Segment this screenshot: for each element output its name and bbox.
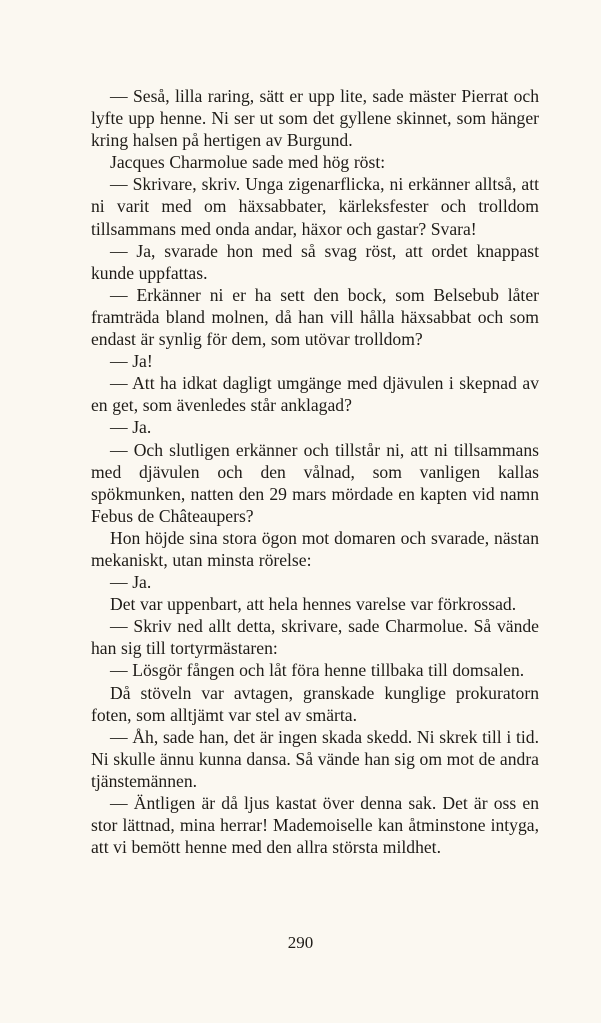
paragraph: Jacques Charmolue sade med hög röst: (110, 152, 386, 173)
paragraph: — Äntligen är då ljus kastat över denna sak. Det är oss en stor lättnad, mina herrar! Mademoiselle kan åtminstone intyga, att vi bemött henne med den allra största mildhet. (91, 793, 539, 858)
paragraph: — Ja! (110, 351, 153, 372)
paragraph: — Och slutligen erkänner och tillstår ni, att ni tillsammans med djävulen och den vålnad, som vanligen kallas spökmunken, natten den 29 mars mördade en kapten vid namn Febus de Châteaupers? (91, 439, 539, 526)
paragraph: — Lösgör fången och låt föra henne tillbaka till domsalen. (110, 660, 525, 681)
paragraph: — Skriv ned allt detta, skrivare, sade Charmolue. Så vände han sig till tortyrmästaren: (91, 616, 539, 659)
paragraph: Då stöveln var avtagen, granskade kunglige prokuratorn foten, som alltjämt var stel av smärta. (91, 682, 539, 725)
paragraph: — Skrivare, skriv. Unga zigenarflicka, ni erkänner alltså, att ni varit med om häxsabbater, kärleksfester och trolldom tillsammans med onda andar, häxor och gastar? Svara! (91, 174, 539, 239)
paragraph: — Ja. (110, 572, 152, 593)
paragraph: — Ja, svarade hon med så svag röst, att ordet knappast kunde uppfattas. (91, 240, 539, 283)
page-number: 290 (287, 933, 314, 952)
paragraph: — Åh, sade han, det är ingen skada skedd. Ni skrek till i tid. Ni skulle ännu kunna dansa. Så vände han sig om mot de andra tjänstemännen. (91, 726, 539, 791)
body-text (91, 85, 539, 858)
paragraph: Hon höjde sina stora ögon mot domaren och svarade, nästan mekaniskt, utan minsta rörelse: (91, 527, 539, 570)
paragraph: — Ja. (110, 417, 152, 438)
paragraph: Det var uppenbart, att hela hennes varelse var förkrossad. (110, 594, 517, 615)
paragraph: — Seså, lilla raring, sätt er upp lite, sade mäster Pierrat och lyfte upp henne. Ni ser ut som det gyllene skinnet, som hänger kring halsen på hertigen av Burgund. (91, 86, 539, 151)
paragraph: — Att ha idkat dagligt umgänge med djävulen i skepnad av en get, som ävenledes står anklagad? (91, 373, 539, 416)
paragraph: — Erkänner ni er ha sett den bock, som Belsebub låter framträda bland molnen, då han vill hålla häxsabbat och som endast är synlig för dem, som utövar trolldom? (91, 284, 539, 350)
